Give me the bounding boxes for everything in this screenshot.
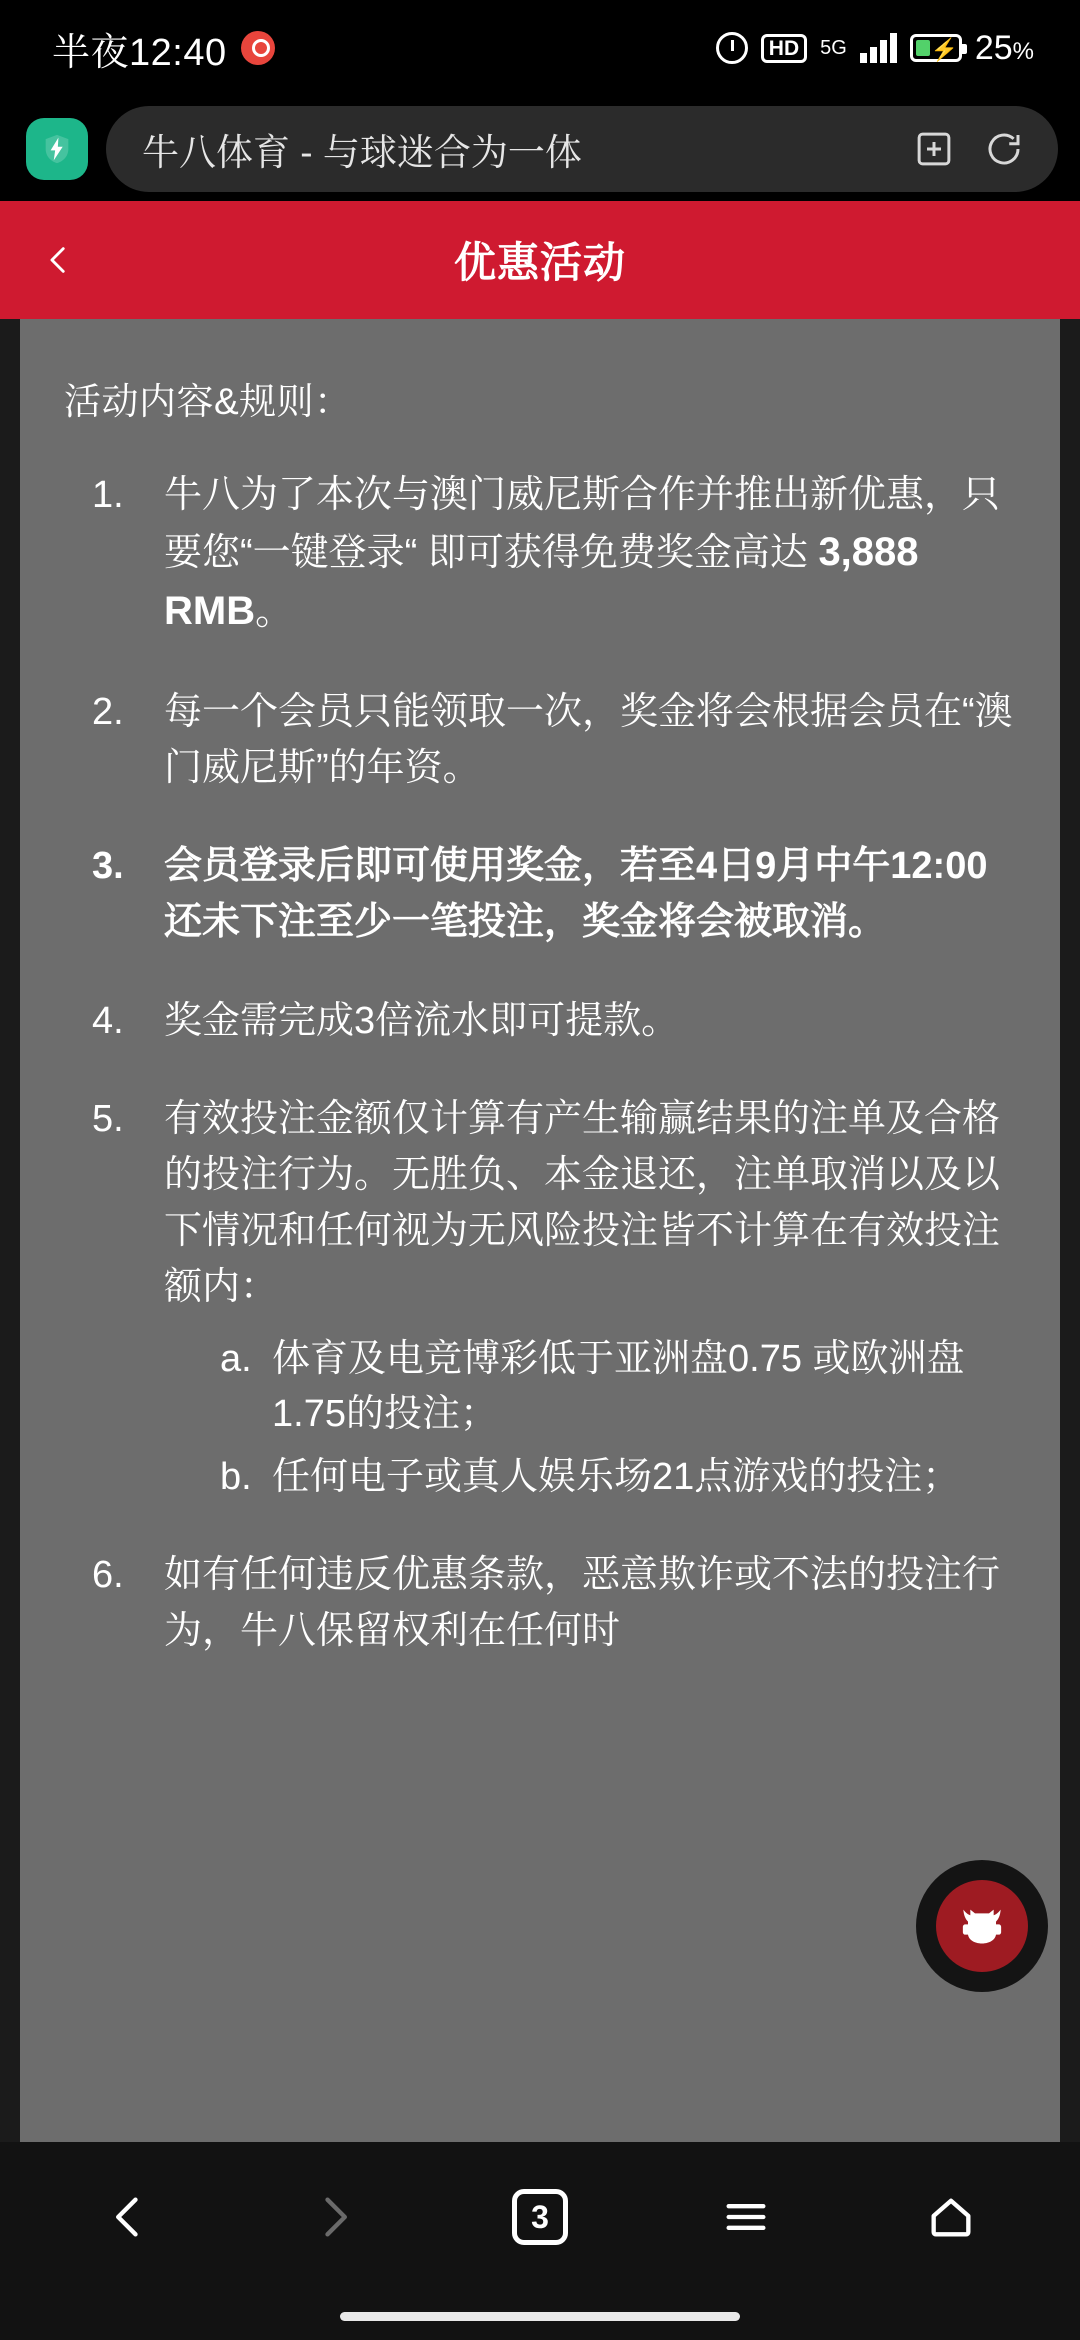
back-chevron-icon[interactable] [24,201,94,319]
rule-text: 有效投注金额仅计算有产生输赢结果的注单及合格的投注行为。无胜负、本金退还，注单取消以及以下情况和任何视为无风险投注皆不计算在有效投注额内： [164,1097,1001,1309]
battery-icon: ⚡ [910,34,962,62]
rule-item [64,838,1016,950]
rule-sub-item: 体育及电竞博彩低于亚洲盘0.75 或欧洲盘1.75的投注； [272,1337,965,1435]
signal-strength-icon [860,33,897,63]
nav-home-icon[interactable] [896,2162,1006,2272]
page-header [0,201,1080,319]
rule-item [64,993,1016,1049]
rule-text: 如有任何违反优惠条款，恶意欺诈或不法的投注行为，牛八保留权利在任何时 [164,1554,1001,1653]
reload-icon[interactable] [978,123,1030,175]
status-time: 半夜12:40 [52,31,227,74]
shield-lightning-icon[interactable] [26,118,88,180]
network-type-text: 5G [820,37,847,59]
page-content[interactable] [0,319,1080,2142]
rule-item [64,1547,1016,1659]
headset-support-icon [936,1880,1028,1972]
rule-text: 会员登录后即可使用奖金，若至4日9月中午12:00 还未下注至少一笔投注，奖金将会被取消。 [164,845,988,944]
hd-icon: HD [761,34,807,63]
promotion-rules-card [20,319,1060,2142]
nav-menu-icon[interactable] [691,2162,801,2272]
add-bookmark-icon[interactable] [908,123,960,175]
gesture-pill [340,2312,740,2321]
alarm-icon [716,32,748,64]
address-bar-text: 牛八体育 - 与球迷合为一体 [142,131,582,173]
browser-bottom-nav [0,2142,1080,2292]
rule-amount: 3,888 RMB [164,530,919,634]
rule-text: 牛八为了本次与澳门威尼斯合作并推出新优惠，只要您“一键登录“ 即可获得免费奖金高达 [164,474,1001,575]
tab-counter-button[interactable] [485,2162,595,2272]
gesture-bar [0,2292,1080,2340]
tab-count-label: 3 [512,2189,568,2245]
support-fab-button[interactable] [916,1860,1048,1992]
status-bar [0,0,1080,96]
music-badge-icon [241,31,275,65]
nav-back-icon[interactable] [74,2162,184,2272]
status-bar-right [716,29,1034,68]
rules-list [64,467,1016,1659]
rule-text-after: 。 [255,591,294,634]
rule-text: 奖金需完成3倍流水即可提款。 [164,999,680,1042]
rules-heading: 活动内容&规则： [64,381,352,422]
status-bar-left [52,21,275,76]
rule-item [64,684,1016,796]
address-bar[interactable] [106,106,1058,192]
battery-percent: 25% [974,28,1034,67]
rule-sub-list [164,1332,1016,1505]
rule-sub-item: 任何电子或真人娱乐场21点游戏的投注； [272,1455,961,1498]
rule-item [64,1091,1016,1505]
rule-text: 每一个会员只能领取一次，奖金将会根据会员在“澳门威尼斯”的年资。 [164,690,1013,789]
page-title: 优惠活动 [453,239,626,286]
network-type-label [820,38,847,58]
nav-forward-icon[interactable] [279,2162,389,2272]
rule-item [64,467,1016,642]
browser-toolbar [0,96,1080,201]
